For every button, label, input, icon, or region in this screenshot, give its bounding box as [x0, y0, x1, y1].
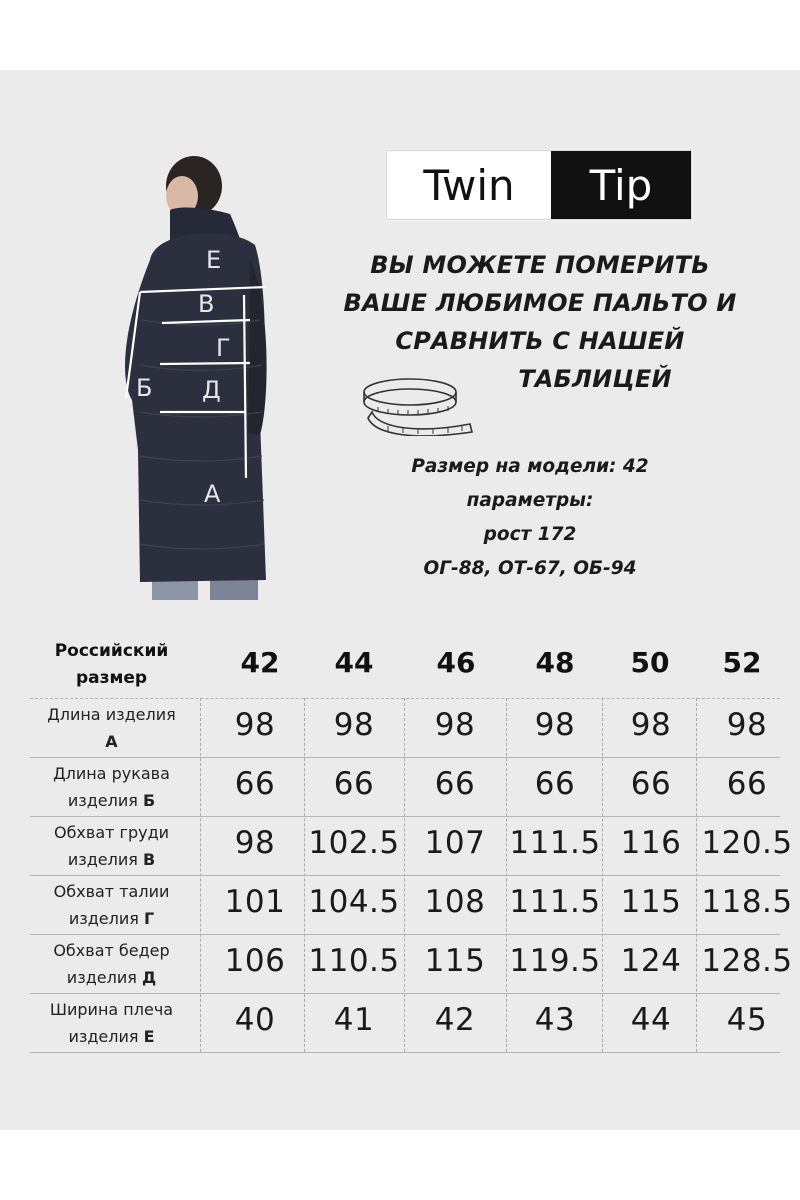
- row-label-line: Обхват талии: [53, 882, 170, 901]
- table-cell: 98: [434, 707, 476, 743]
- table-header: [30, 636, 780, 698]
- table-cell: 98: [234, 707, 276, 743]
- table-cell: 115: [424, 943, 486, 979]
- header-label-line: размер: [75, 668, 148, 688]
- measure-label-b: Б: [136, 374, 153, 402]
- row-label-line: Длина изделия: [47, 705, 176, 724]
- row-label-text: изделия: [68, 909, 139, 928]
- model-info-line: ОГ-88, ОТ-67, ОБ-94: [423, 558, 637, 579]
- measure-label-v: В: [198, 290, 215, 318]
- table-cell: 115: [620, 884, 682, 920]
- headline-line: ВЫ МОЖЕТЕ ПОМЕРИТЬ: [370, 251, 710, 279]
- table-row: [30, 935, 793, 994]
- row-label-line: [30, 1023, 193, 1050]
- table-cell: 124: [620, 943, 682, 979]
- model-info: [380, 450, 680, 586]
- table-cell: 98: [234, 825, 276, 861]
- row-label-line: [30, 964, 193, 991]
- row-label-line: [30, 846, 193, 873]
- table-cell: 66: [234, 766, 276, 802]
- table-cell: 128.5: [701, 943, 793, 979]
- table-cell: 107: [424, 825, 486, 861]
- headline-line: ТАБЛИЦЕЙ: [518, 365, 672, 393]
- table-cell: 40: [234, 1002, 276, 1038]
- row-label-line: Обхват груди: [53, 823, 170, 842]
- table-cell: 44: [630, 1002, 672, 1038]
- table-cell: 118.5: [701, 884, 793, 920]
- table-cell: 106: [224, 943, 286, 979]
- brand-logo-left: Twin: [387, 151, 551, 219]
- brand-logo-right: Tip: [551, 151, 691, 219]
- model-info-line: Размер на модели: 42: [411, 456, 649, 477]
- headline-line: ВАШЕ ЛЮБИМОЕ ПАЛЬТО И: [343, 289, 737, 317]
- row-label-text: изделия: [66, 968, 137, 987]
- table-cell: 66: [333, 766, 375, 802]
- brand-logo: [386, 150, 692, 220]
- row-label: [30, 937, 193, 991]
- table-cell: 102.5: [308, 825, 400, 861]
- table-cell: 42: [434, 1002, 476, 1038]
- size-header: 42: [240, 646, 280, 679]
- table-body: [30, 698, 793, 1053]
- headline-line: СРАВНИТЬ С НАШЕЙ: [395, 327, 685, 355]
- size-table: [30, 636, 793, 1046]
- table-cell: 98: [333, 707, 375, 743]
- table-cell: 66: [434, 766, 476, 802]
- measure-label-g: Г: [216, 334, 231, 362]
- size-header: 44: [334, 646, 374, 679]
- table-row: [30, 994, 780, 1053]
- table-cell: 108: [424, 884, 486, 920]
- size-header: 52: [722, 646, 762, 679]
- table-cell: 98: [726, 707, 768, 743]
- model-info-line: рост 172: [483, 524, 577, 545]
- table-row: [30, 758, 780, 817]
- row-label-line: [30, 787, 193, 814]
- table-cell: 111.5: [509, 884, 601, 920]
- table-row: [30, 876, 793, 935]
- measure-label-a: А: [204, 480, 221, 508]
- size-header: 50: [630, 646, 670, 679]
- table-row: [30, 817, 793, 876]
- row-label: [30, 878, 193, 932]
- table-cell: 66: [534, 766, 576, 802]
- table-cell: 41: [333, 1002, 375, 1038]
- row-label-line: Длина рукава: [53, 764, 170, 783]
- row-label-text: изделия: [67, 850, 138, 869]
- row-label-line: [30, 728, 193, 755]
- table-cell: 66: [630, 766, 672, 802]
- table-cell: 66: [726, 766, 768, 802]
- measure-label-e: Е: [206, 246, 222, 274]
- table-cell: 98: [630, 707, 672, 743]
- row-letter: Г: [143, 909, 155, 928]
- row-label-line: [30, 905, 193, 932]
- table-cell: 116: [620, 825, 682, 861]
- measure-label-d: Д: [202, 376, 221, 404]
- table-cell: 110.5: [308, 943, 400, 979]
- table-cell: 101: [224, 884, 286, 920]
- row-label: [30, 760, 193, 814]
- table-row: [30, 699, 780, 758]
- row-letter: В: [142, 850, 156, 869]
- row-label: [30, 701, 193, 755]
- row-label: [30, 819, 193, 873]
- header-label-line: Российский: [54, 641, 169, 661]
- size-header: 48: [535, 646, 575, 679]
- table-cell: 43: [534, 1002, 576, 1038]
- size-header: 46: [436, 646, 476, 679]
- row-label-line: Ширина плеча: [49, 1000, 174, 1019]
- row-letter: Б: [142, 791, 156, 810]
- table-cell: 104.5: [308, 884, 400, 920]
- table-cell: 45: [726, 1002, 768, 1038]
- measuring-tape-icon: [358, 368, 478, 436]
- row-letter: Е: [143, 1027, 155, 1046]
- row-label-text: изделия: [67, 791, 138, 810]
- table-header-label: [30, 638, 193, 692]
- table-cell: 111.5: [509, 825, 601, 861]
- row-label: [30, 996, 193, 1050]
- row-letter: Д: [141, 968, 157, 987]
- row-letter: А: [105, 732, 118, 751]
- row-label-line: Обхват бедер: [53, 941, 170, 960]
- row-label-text: изделия: [68, 1027, 139, 1046]
- table-cell: 98: [534, 707, 576, 743]
- table-cell: 120.5: [701, 825, 793, 861]
- model-info-line: параметры:: [466, 490, 594, 511]
- table-cell: 119.5: [509, 943, 601, 979]
